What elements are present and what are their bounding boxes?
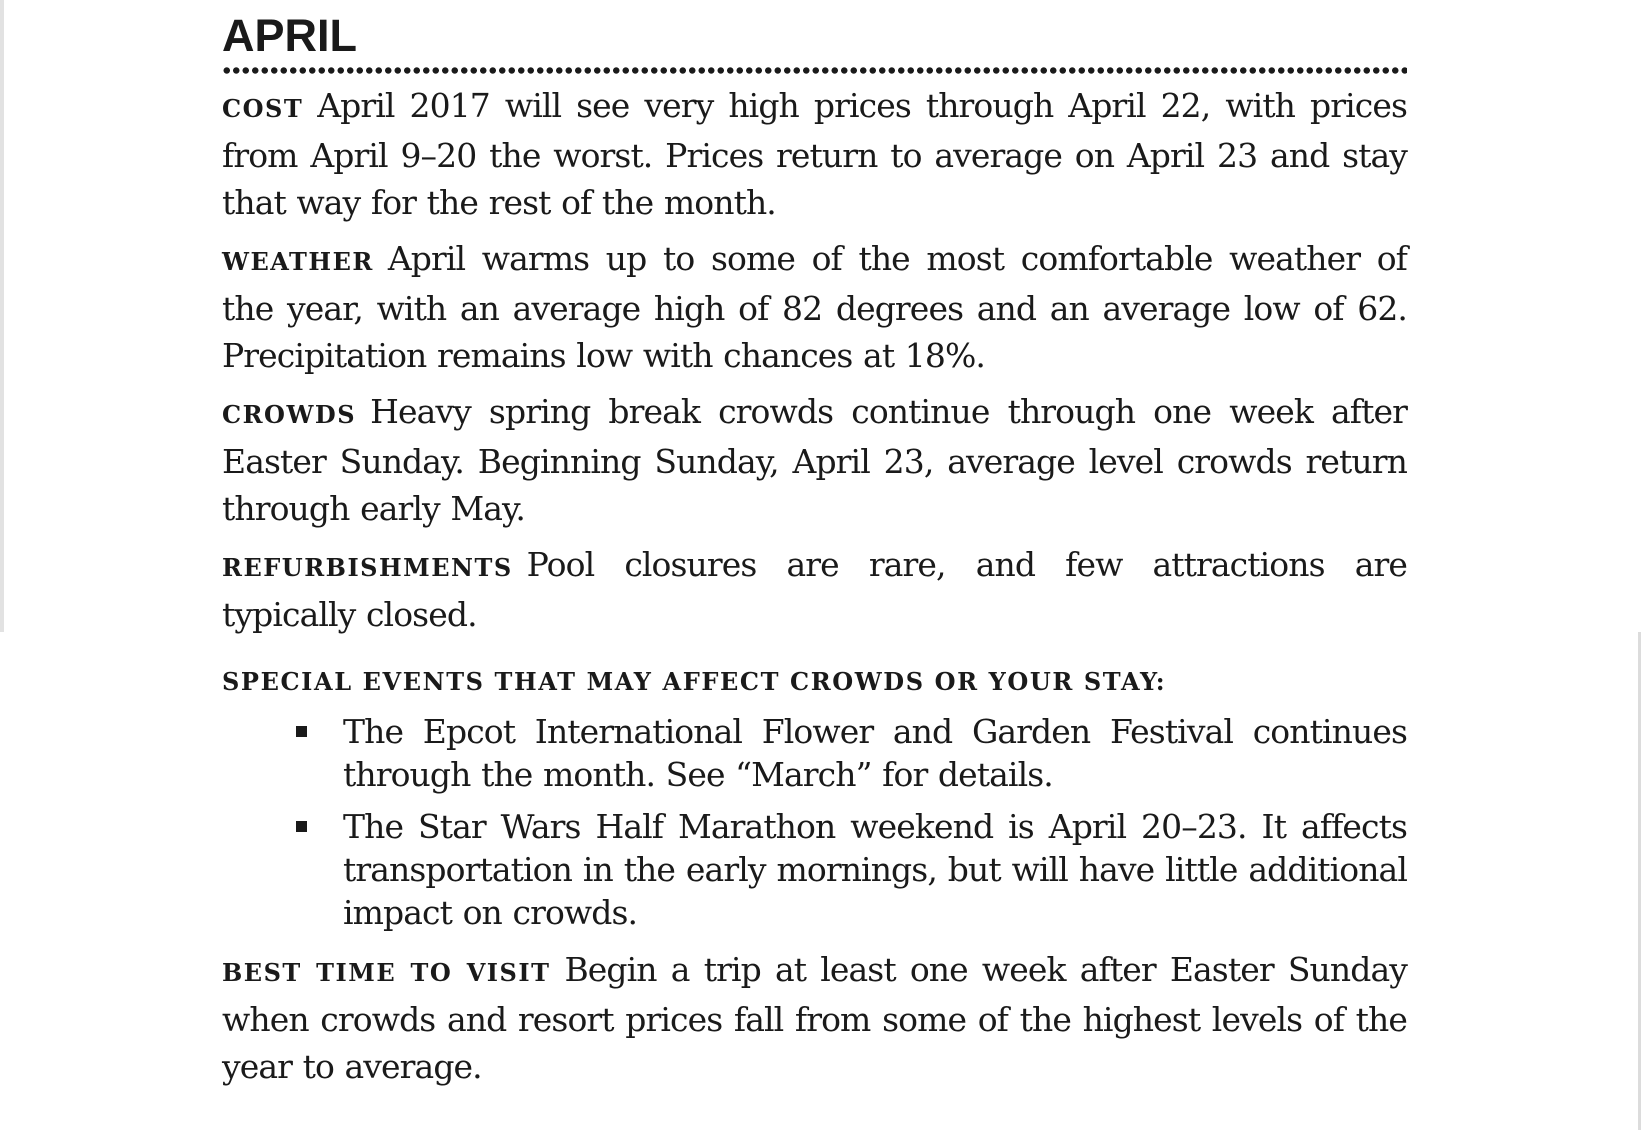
best-time-label: BEST TIME TO VISIT	[222, 958, 551, 987]
crowds-paragraph	[222, 388, 1407, 532]
special-events-list	[222, 710, 1407, 934]
weather-paragraph	[222, 235, 1407, 379]
refurbishments-paragraph	[222, 541, 1407, 638]
page-edge-left	[0, 0, 4, 632]
cost-paragraph	[222, 82, 1407, 226]
refurbishments-label: REFURBISHMENTS	[222, 553, 513, 582]
special-events-heading: SPECIAL EVENTS THAT MAY AFFECT CROWDS OR YOUR STAY:	[222, 667, 1167, 696]
crowds-label: CROWDS	[222, 400, 357, 429]
crowds-text: Heavy spring break crowds continue through one week after Easter Sunday. Beginning Sunday, April 23, average level crowds return through early May.	[222, 392, 1407, 528]
best-time-text: Begin a trip at least one week after Easter Sunday when crowds and resort prices fall from some of the highest levels of the year to average.	[222, 950, 1407, 1086]
refurbishments-text: Pool closures are rare, and few attractions are typically closed.	[222, 545, 1407, 634]
event-text: The Epcot International Flower and Garden Festival continues through the month. See “March” for details.	[343, 712, 1407, 794]
square-bullet-icon	[296, 726, 307, 737]
month-title: APRIL	[222, 10, 357, 61]
list-item	[222, 710, 1407, 796]
page-edge-right	[1638, 632, 1641, 1130]
dotted-divider	[222, 66, 1407, 75]
list-item	[222, 805, 1407, 934]
weather-label: WEATHER	[222, 247, 374, 276]
weather-text: April warms up to some of the most comfortable weather of the year, with an average high of 82 degrees and an average low of 62. Precipitation remains low with chances at 18%.	[222, 239, 1407, 375]
cost-text: April 2017 will see very high prices through April 22, with prices from April 9–20 the worst. Prices return to average on April 23 and stay that way for the rest of the month.	[222, 86, 1407, 222]
square-bullet-icon	[296, 821, 307, 832]
event-text: The Star Wars Half Marathon weekend is April 20–23. It affects transportation in the early mornings, but will have little additional impact on crowds.	[343, 807, 1407, 932]
best-time-paragraph	[222, 946, 1407, 1090]
cost-label: COST	[222, 94, 304, 123]
document-page	[222, 12, 1407, 1090]
